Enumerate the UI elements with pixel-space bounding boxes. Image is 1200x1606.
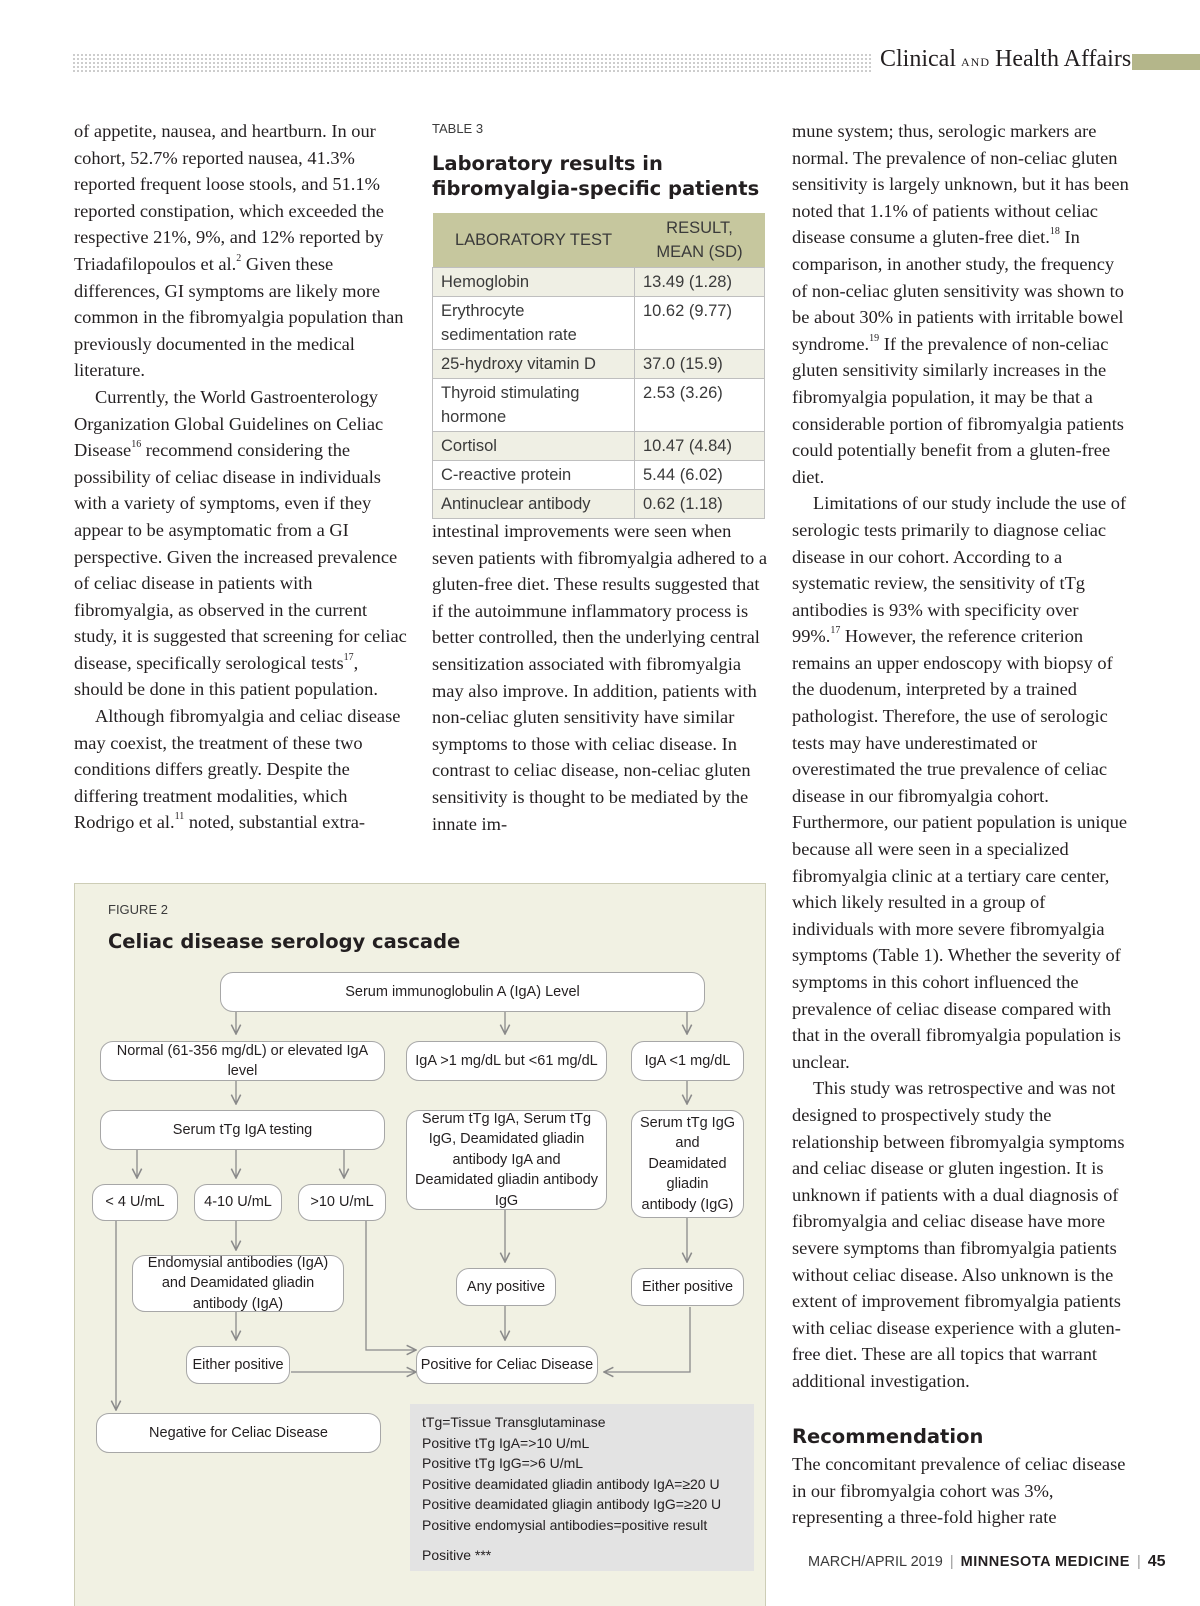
box-mid-iga: IgA >1 mg/dL but <61 mg/dL xyxy=(406,1041,607,1081)
page-footer: MARCH/APRIL 2019 | MINNESOTA MEDICINE | 45 xyxy=(808,1553,1166,1570)
table-cell: 10.62 (9.77) xyxy=(635,297,765,350)
table-cell: Cortisol xyxy=(433,432,635,461)
box-any-positive: Any positive xyxy=(456,1268,556,1306)
box-lt4: < 4 U/mL xyxy=(92,1184,178,1221)
box-low-iga: IgA <1 mg/dL xyxy=(631,1041,744,1081)
legend-line: Positive deamidated gliagin antibody IgG=≥20 U xyxy=(422,1496,722,1512)
figure-title: Celiac disease serology cascade xyxy=(108,930,461,953)
table-cell: 2.53 (3.26) xyxy=(635,379,765,432)
paragraph: mune system; thus, serologic markers are normal. The prevalence of non-celiac gluten sensitivity is largely unknown, but it has been noted that 1.1% of patients without celiac disease consume a gluten-free diet.$^{18}$ In comparison, in another study, the frequency of non-celiac gluten sensitivity was shown to be about 30% in patients with irritable bowel syndrome.$^{19}$ If the prevalence of non-celiac gluten sensitivity similarly increases in the fibromyalgia population, it may be that a considerable portion of fibromyalgia patients could potentially benefit from a gluten-free diet. xyxy=(792,121,1129,487)
paragraph: Currently, the World Gastroenterology Organization Global Guidelines on Celiac Disease$^{16}$ recommend considering the possibility of celiac disease in individuals with a variety of symptoms, even if they appear to be asymptomatic from a GI perspective. Given the increased prevalence of celiac disease in patients with fibromyalgia, as observed in the current study, it is suggested that screening for celiac disease, specifically serological tests$^{17}$, should be done in this patient population. xyxy=(74,386,407,700)
table-cell: Erythrocyte sedimentation rate xyxy=(433,297,635,350)
table-cell: Antinuclear antibody xyxy=(433,490,635,519)
table-cell: 37.0 (15.9) xyxy=(635,350,765,379)
box-either-positive-low: Either positive xyxy=(631,1268,744,1306)
paragraph: The concomitant prevalence of celiac disease in our fibromyalgia cohort was 3%, representing a three-fold higher rate xyxy=(792,1454,1126,1528)
box-normal-iga: Normal (61-356 mg/dL) or elevated IgA level xyxy=(100,1041,385,1081)
legend-line: Positive *** xyxy=(422,1547,492,1563)
table-cell: Thyroid stimulating hormone xyxy=(433,379,635,432)
box-endomysial: Endomysial antibodies (IgA) and Deamidated gliadin antibody (IgA) xyxy=(132,1255,344,1312)
box-negative-celiac: Negative for Celiac Disease xyxy=(96,1413,381,1453)
paragraph: of appetite, nausea, and heartburn. In our cohort, 52.7% reported nausea, 41.3% reported frequent loose stools, and 51.1% reported constipation, which exceeded the respective 21%, 9%, and 12% reported by Triadafilopoulos et al.$^2$ Given these differences, GI symptoms are likely more common in the fibromyalgia population than previously documented in the medical literature. xyxy=(74,121,404,381)
box-4to10: 4-10 U/mL xyxy=(194,1184,282,1221)
section-title: Clinical AND Health Affairs xyxy=(880,46,1132,72)
table-cell: 25-hydroxy vitamin D xyxy=(433,350,635,379)
legend-line: Positive deamidated gliadin antibody IgA=≥20 U xyxy=(422,1475,720,1492)
box-ttg-iga-testing: Serum tTg IgA testing xyxy=(100,1110,385,1150)
column-header: LABORATORY TEST xyxy=(433,213,635,268)
table-cell: 10.47 (4.84) xyxy=(635,432,765,461)
box-either-positive: Either positive xyxy=(186,1346,290,1384)
column-header: RESULT, MEAN (SD) xyxy=(635,213,765,268)
table-cell: Hemoglobin xyxy=(433,268,635,297)
table-cell: 0.62 (1.18) xyxy=(635,490,765,519)
journal-name: MINNESOTA MEDICINE xyxy=(960,1554,1130,1570)
arrow xyxy=(366,1220,416,1350)
box-gt10: >10 U/mL xyxy=(298,1184,386,1221)
table-cell: 13.49 (1.28) xyxy=(635,268,765,297)
box-serum-iga-level: Serum immunoglobulin A (IgA) Level xyxy=(220,972,705,1012)
recommendation-heading: Recommendation xyxy=(792,1425,984,1448)
paragraph: This study was retrospective and was not designed to prospectively study the relationship between fibromyalgia symptoms and celiac disease or gluten ingestion. It is unknown if patients with a dual diagnosis of fibromyalgia and celiac disease have more severe symptoms than fibromyalgia patients without celiac disease. Also unknown is the extent of improvement fibromyalgia patients with celiac disease experience with a gluten-free diet. These are all topics that warrant additional investigation. xyxy=(792,1078,1125,1391)
box-positive-celiac: Positive for Celiac Disease xyxy=(416,1346,598,1384)
page-number: 45 xyxy=(1147,1553,1166,1570)
figure-label: FIGURE 2 xyxy=(108,902,168,917)
box-mid-panel: Serum tTg IgA, Serum tTg IgG, Deamidated gliadin antibody IgA and Deamidated gliadin antibody IgG xyxy=(406,1110,607,1210)
legend-line: Positive tTg IgA=>10 U/mL xyxy=(422,1434,590,1451)
table-cell: 5.44 (6.02) xyxy=(635,461,765,490)
legend-line: tTg=Tissue Transglutaminase xyxy=(422,1414,606,1430)
paragraph: Limitations of our study include the use of serologic tests primarily to diagnose celiac disease in our cohort. According to a systematic review, the sensitivity of tTg antibodies is 93% with specificity over 99%.$^{17}$ However, the reference criterion remains an upper endoscopy with biopsy of the duodenum, interpreted by a trained pathologist. Therefore, the use of serologic tests may have underestimated or overestimated the true prevalence of celiac disease in our fibromyalgia cohort. Furthermore, our patient population is unique because all were seen in a specialized fibromyalgia clinic at a tertiary care center, which likely resulted in a group of individuals with more severe fibromyalgia symptoms (Table 1). Whether the severity of symptoms in this cohort influenced the prevalence of celiac disease compared with that in the overall fibromyalgia population is unclear. xyxy=(792,493,1128,1072)
figure-legend xyxy=(410,1404,754,1571)
table-label: TABLE 3 xyxy=(432,121,484,136)
issue-date: MARCH/APRIL 2019 xyxy=(808,1554,943,1570)
legend-line: Positive tTg IgG=>6 U/mL xyxy=(422,1455,584,1471)
box-low-panel: Serum tTg IgG and Deamidated gliadin antibody (IgG) xyxy=(631,1110,744,1218)
paragraph: intestinal improvements were seen when seven patients with fibromyalgia adhered to a gluten-free diet. These results suggested that if the autoimmune inflammatory process is better controlled, then the underlying central sensitization associated with fibromyalgia may also improve. In addition, patients with non-celiac gluten sensitivity have similar symptoms to those with celiac disease. In contrast to celiac disease, non-celiac gluten sensitivity is thought to be mediated by the innate im- xyxy=(432,521,768,834)
table-cell: C-reactive protein xyxy=(433,461,635,490)
legend-line: Positive endomysial antibodies=positive result xyxy=(422,1516,708,1533)
paragraph: Although fibromyalgia and celiac disease may coexist, the treatment of these two conditions differs greatly. Despite the differing treatment modalities, which Rodrigo et al.$^{11}$ noted, substantial extra- xyxy=(74,706,401,833)
table-title: Laboratory results in fibromyalgia-specific patients xyxy=(432,152,760,200)
arrow xyxy=(604,1307,690,1372)
